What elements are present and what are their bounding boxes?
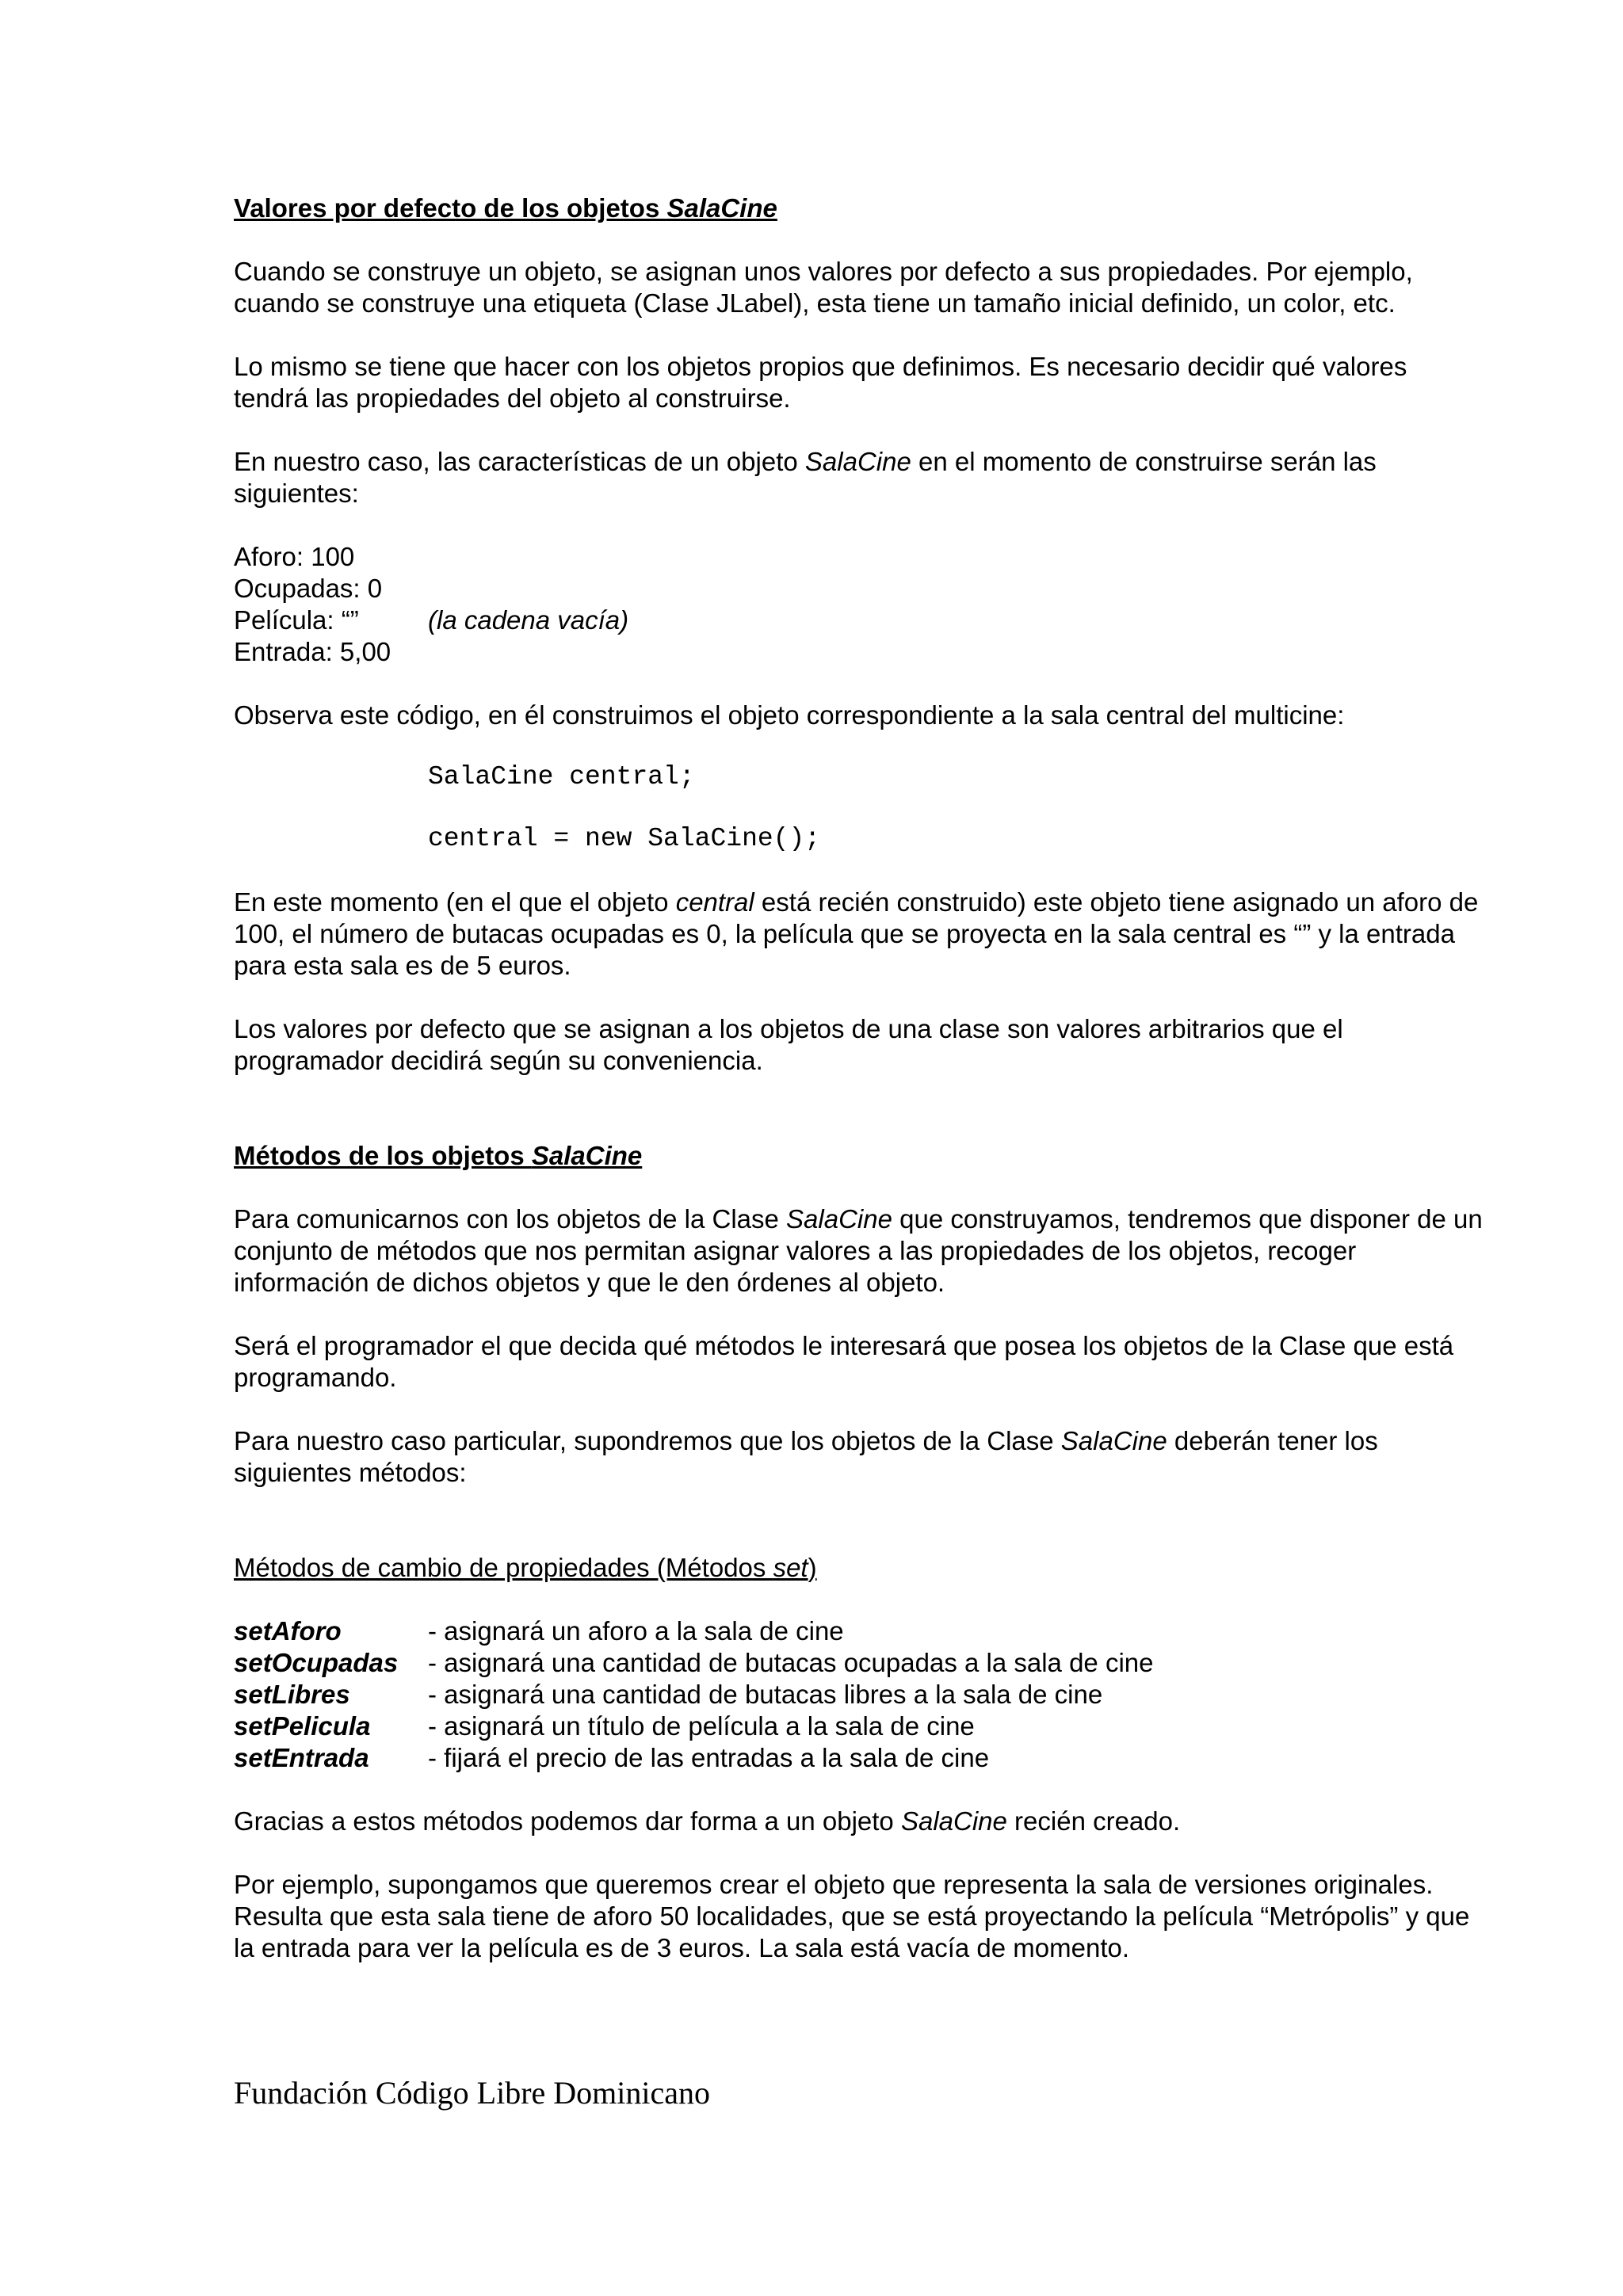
document-page bbox=[234, 193, 1486, 1964]
default-ocupadas: Ocupadas: 0 bbox=[234, 574, 383, 603]
default-aforo: Aforo: 100 bbox=[234, 542, 355, 571]
section-title-valores: Valores por defecto de los objetos SalaCine bbox=[234, 193, 777, 223]
paragraph: En nuestro caso, las características de un objeto SalaCine en el momento de construirse serán las siguientes: bbox=[234, 447, 1377, 508]
paragraph: Por ejemplo, supongamos que queremos crear el objeto que representa la sala de versiones originales. Resulta que esta sala tiene de aforo 50 localidades, que se está proyectando la película “Metrópolis” y que la entrada para ver la película es de 3 euros. La sala está vacía de momento. bbox=[234, 1870, 1470, 1962]
method-row: setAforo - asignará un aforo a la sala de cine bbox=[234, 1616, 844, 1646]
paragraph: Para comunicarnos con los objetos de la Clase SalaCine que construyamos, tendremos que disponer de un conjunto de métodos que nos permitan asignar valores a las propiedades de los objetos, recoger información de dichos objetos y que le den órdenes al objeto. bbox=[234, 1204, 1483, 1297]
paragraph: Cuando se construye un objeto, se asignan unos valores por defecto a sus propiedades. Por ejemplo, cuando se construye una etiqueta (Clase JLabel), esta tiene un tamaño inicial definido, un color, etc. bbox=[234, 257, 1413, 318]
default-entrada: Entrada: 5,00 bbox=[234, 637, 391, 666]
code-line: SalaCine central; bbox=[428, 762, 695, 791]
paragraph: Lo mismo se tiene que hacer con los objetos propios que definimos. Es necesario decidir qué valores tendrá las propiedades del objeto al construirse. bbox=[234, 352, 1407, 413]
subsection-title-set: Métodos de cambio de propiedades (Métodos set) bbox=[234, 1553, 817, 1582]
paragraph: Para nuestro caso particular, supondremos que los objetos de la Clase SalaCine deberán tener los siguientes métodos: bbox=[234, 1426, 1378, 1487]
pelicula-note: (la cadena vacía) bbox=[428, 605, 629, 635]
defaults-list bbox=[234, 541, 1486, 668]
code-line: central = new SalaCine(); bbox=[428, 824, 821, 853]
method-row: setEntrada - fijará el precio de las entradas a la sala de cine bbox=[234, 1743, 990, 1772]
section-title-metodos: Métodos de los objetos SalaCine bbox=[234, 1141, 643, 1170]
paragraph: Será el programador el que decida qué métodos le interesará que posea los objetos de la Clase que está programando. bbox=[234, 1331, 1454, 1392]
method-row: setLibres - asignará una cantidad de butacas libres a la sala de cine bbox=[234, 1680, 1103, 1709]
default-pelicula: Película: “” (la cadena vacía) bbox=[234, 605, 629, 635]
paragraph: Gracias a estos métodos podemos dar forma a un objeto SalaCine recién creado. bbox=[234, 1806, 1181, 1836]
methods-list bbox=[234, 1615, 1486, 1774]
paragraph: En este momento (en el que el objeto central está recién construido) este objeto tiene asignado un aforo de 100, el número de butacas ocupadas es 0, la película que se proyecta en la sala central es “” y la entrada para esta sala es de 5 euros. bbox=[234, 887, 1479, 980]
paragraph: Observa este código, en él construimos el objeto correspondiente a la sala central del multicine: bbox=[234, 700, 1345, 730]
page-footer: Fundación Código Libre Dominicano bbox=[234, 2075, 711, 2111]
method-row: setPelicula - asignará un título de película a la sala de cine bbox=[234, 1711, 975, 1741]
paragraph: Los valores por defecto que se asignan a los objetos de una clase son valores arbitrarios que el programador decidirá según su conveniencia. bbox=[234, 1014, 1343, 1075]
method-row: setOcupadas - asignará una cantidad de butacas ocupadas a la sala de cine bbox=[234, 1648, 1154, 1677]
